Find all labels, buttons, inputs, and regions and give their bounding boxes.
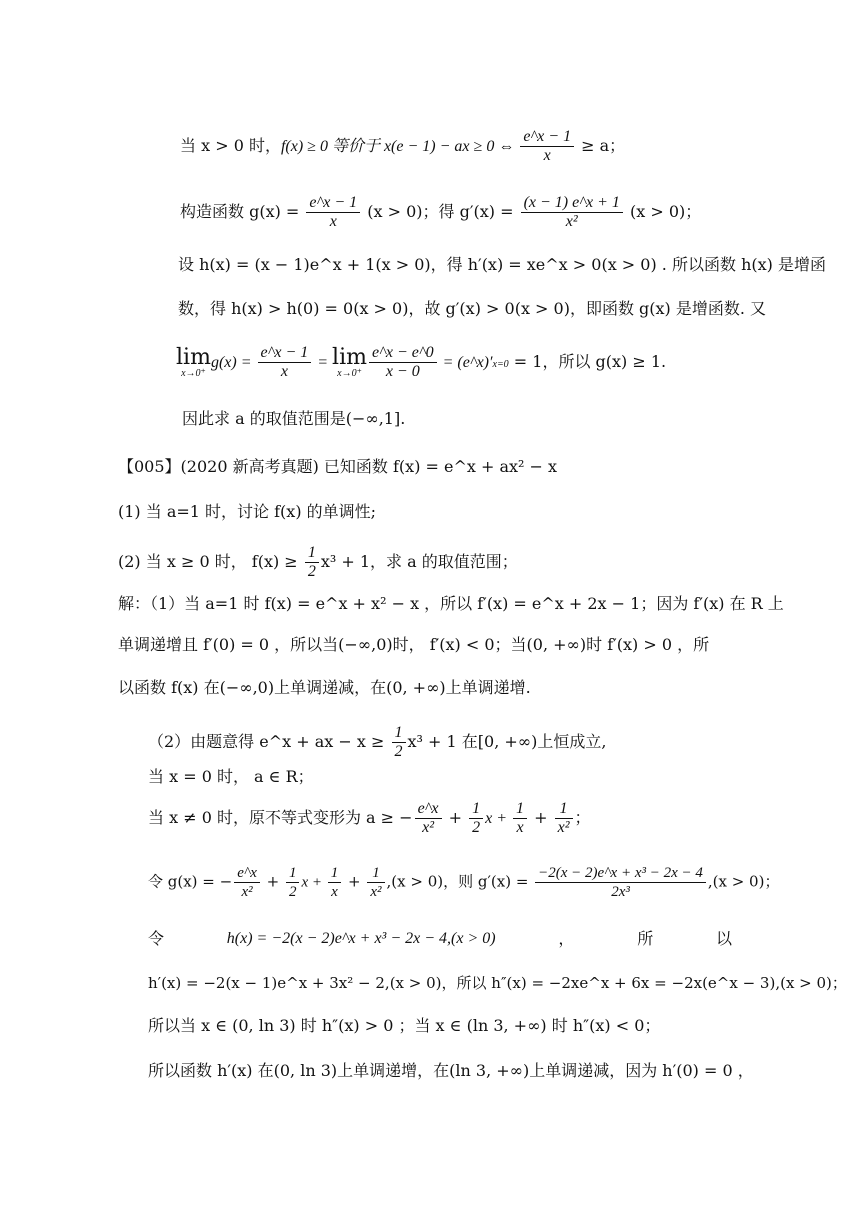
text-line: 所以函数 h′(x) 在(0, ln 3)上单调递增，在(ln 3, +∞)上单调递减，因为 h′(0) = 0 ，	[148, 1061, 754, 1080]
fraction	[392, 724, 406, 761]
fraction	[367, 864, 384, 901]
fraction-denominator: 2	[472, 819, 481, 836]
problem-header: 【005】(2020 新高考真题) 已知函数 f(x) = e^x + ax² − x	[118, 457, 558, 476]
text-segment: +	[261, 872, 284, 891]
fraction	[521, 194, 623, 231]
fraction-denominator: x	[280, 363, 288, 380]
fraction-denominator: x²	[565, 213, 578, 230]
fraction	[555, 800, 573, 837]
fraction-numerator: 1	[305, 544, 319, 563]
limit-subscript: x→0⁺	[181, 367, 206, 379]
math-expression: f(x) ≥ 0 等价于 x(e	[280, 138, 404, 155]
math-expression: h(x) = −2(x − 2)e^x + x³ − 2x − 4,(x > 0)	[226, 930, 496, 947]
text-line: 因此求 a 的取值范围是(−∞,1].	[182, 409, 406, 428]
fraction	[286, 864, 300, 901]
fraction-numerator: 1	[555, 800, 573, 819]
fraction	[306, 194, 360, 231]
limit	[176, 344, 211, 379]
fraction	[234, 864, 260, 901]
text-line: 解：（1）当 a=1 时 f(x) = e^x + x² − x ，所以 f′(x) = e^x + 2x − 1；因为 f′(x) 在 R 上	[118, 594, 784, 613]
fraction-numerator: e^x − 1	[258, 344, 312, 363]
limit	[332, 344, 367, 379]
fraction	[469, 800, 483, 837]
fraction	[520, 128, 574, 165]
fraction	[258, 344, 312, 381]
subscript: x=0	[492, 359, 509, 370]
math-expression: − 1) − ax	[403, 138, 470, 155]
limit-operator: lim	[332, 344, 367, 370]
text-line: 以函数 f(x) 在(−∞,0)上单调递减，在(0, +∞)上单调递增.	[118, 678, 531, 697]
math-expression: = (e^x)′	[438, 354, 493, 371]
fraction-denominator: x²	[557, 819, 570, 836]
fraction-denominator: x²	[370, 884, 382, 900]
text-line	[148, 724, 606, 761]
fraction-denominator: x	[543, 147, 551, 164]
text-segment: x³ + 1，求 a 的取值范围；	[320, 552, 518, 571]
fraction-numerator: e^x − e^0	[369, 344, 437, 363]
text-segment: +	[443, 808, 468, 827]
text-segment: ,(x > 0)，则 g′(x) =	[386, 872, 534, 891]
text-line: h′(x) = −2(x − 1)e^x + 3x² − 2,(x > 0)，所以 h″(x) = −2xe^x + 6x = −2x(e^x − 3),(x > 0)；	[148, 974, 847, 992]
text-segment: +	[343, 872, 366, 891]
text-line: 当 x = 0 时， a ∈ R；	[148, 767, 314, 786]
text-segment: ≥ a；	[576, 136, 626, 155]
math-expression: x +	[301, 874, 326, 891]
fraction-numerator: 1	[513, 800, 527, 819]
text-line: 设 h(x) = (x − 1)e^x + 1(x > 0)，得 h′(x) = xe^x > 0(x > 0) . 所以函数 h(x) 是增函	[178, 255, 826, 274]
text-line	[148, 928, 732, 950]
text-segment: 以	[715, 929, 732, 948]
text-line: 数，得 h(x) > h(0) = 0(x > 0)，故 g′(x) > 0(x > 0)，即函数 g(x) 是增函数. 又	[178, 299, 767, 318]
fraction-denominator: x − 0	[385, 363, 420, 380]
text-line	[176, 344, 666, 381]
fraction-numerator: e^x − 1	[306, 194, 360, 213]
fraction	[369, 344, 437, 381]
math-expression: =	[313, 354, 333, 371]
math-expression: x +	[485, 810, 512, 827]
limit-subscript: x→0⁺	[337, 367, 362, 379]
fraction-denominator: x	[329, 213, 337, 230]
fraction	[328, 864, 342, 901]
fraction	[305, 544, 319, 581]
fraction-denominator: 2	[288, 884, 297, 900]
fraction-numerator: 1	[286, 864, 300, 883]
text-segment: = 1，所以 g(x) ≥ 1.	[508, 352, 667, 371]
text-line	[118, 544, 518, 581]
fraction-numerator: e^x	[415, 800, 442, 819]
fraction-denominator: x²	[241, 884, 253, 900]
limit-operator: lim	[176, 344, 211, 370]
fraction-numerator: e^x − 1	[520, 128, 574, 147]
text-segment: (x > 0)；得 g′(x) =	[362, 202, 519, 221]
text-segment: （2）由题意得 e^x + ax − x ≥	[148, 732, 390, 751]
fraction-numerator: 1	[367, 864, 384, 883]
text-segment: ,(x > 0)；	[707, 872, 780, 891]
fraction	[513, 800, 527, 837]
text-segment: ；	[574, 808, 591, 827]
text-segment: 构造函数 g(x) =	[180, 202, 305, 221]
text-segment: 所	[637, 929, 654, 948]
fraction-denominator: 2x³	[611, 884, 630, 900]
text-segment: 当 x ≠ 0 时，原不等式变形为 a ≥ −	[148, 808, 413, 827]
fraction-numerator: 1	[469, 800, 483, 819]
fraction-denominator: x	[331, 884, 338, 900]
text-line	[180, 194, 701, 231]
fraction-numerator: 1	[328, 864, 342, 883]
text-segment: 令 g(x) = −	[148, 872, 233, 891]
fraction	[415, 800, 442, 837]
fraction-denominator: 2	[394, 743, 403, 760]
text-segment: (x > 0)；	[624, 202, 702, 221]
fraction-numerator: (x − 1) e^x + 1	[521, 194, 623, 213]
math-expression: g(x) =	[210, 354, 256, 371]
text-segment: 当 x > 0 时，	[180, 136, 281, 155]
fraction-denominator: 2	[307, 563, 316, 580]
text-segment: ，	[558, 929, 575, 948]
text-line	[148, 864, 779, 901]
text-line: 单调递增且 f′(0) = 0 ，所以当(−∞,0)时， f′(x) < 0；当(0, +∞)时 f′(x) > 0 ，所	[118, 635, 710, 654]
text-line	[180, 128, 625, 165]
text-line: (1) 当 a=1 时，讨论 f(x) 的单调性;	[118, 502, 377, 521]
fraction-numerator: 1	[392, 724, 406, 743]
text-line: 所以当 x ∈ (0, ln 3) 时 h″(x) > 0 ；当 x ∈ (ln 3, +∞) 时 h″(x) < 0；	[148, 1016, 661, 1035]
fraction-numerator: e^x	[234, 864, 260, 883]
text-segment: x³ + 1 在[0, +∞)上恒成立,	[407, 732, 607, 751]
fraction	[535, 864, 706, 901]
math-expression: ≥ 0 ⇔	[469, 138, 519, 155]
fraction-denominator: x	[516, 819, 524, 836]
text-line	[148, 800, 591, 837]
text-segment: (2) 当 x ≥ 0 时， f(x) ≥	[118, 552, 303, 571]
text-segment: +	[529, 808, 553, 827]
text-segment: 令	[148, 929, 165, 948]
fraction-denominator: x²	[422, 819, 434, 836]
fraction-numerator: −2(x − 2)e^x + x³ − 2x − 4	[535, 864, 706, 883]
